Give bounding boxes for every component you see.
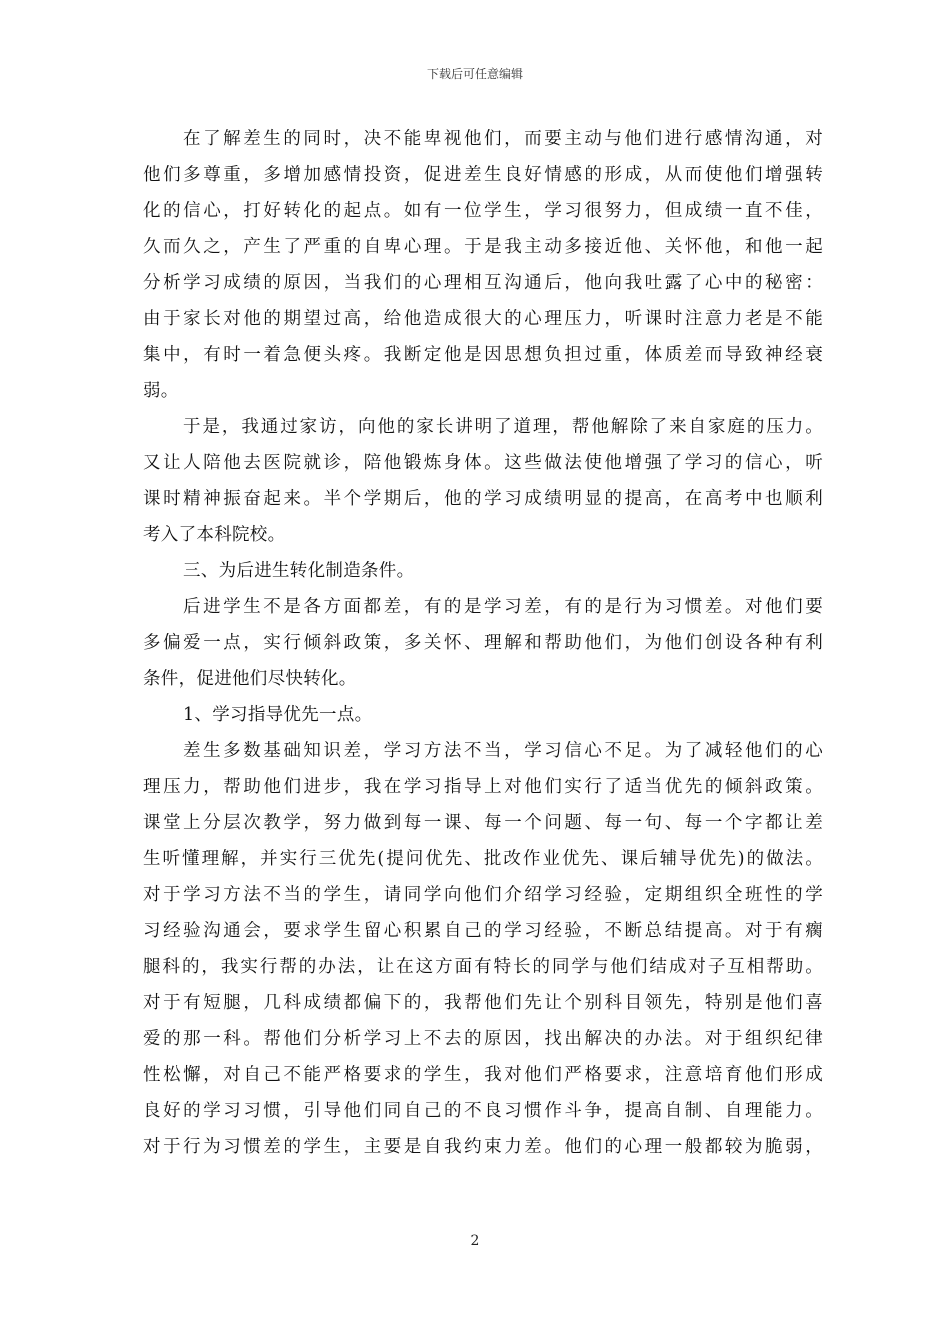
text-line: 对于有短腿，几科成绩都偏下的，我帮他们先让个别科目领先，特别是他们喜 (143, 993, 823, 1013)
text-line: 由于家长对他的期望过高，给他造成很大的心理压力，听课时注意力老是不能 (143, 309, 823, 329)
text-line: 三、为后进生转化制造条件。 (183, 561, 415, 581)
text-line: 爱的那一科。帮他们分析学习上不去的原因，找出解决的办法。对于组织纪律 (143, 1029, 823, 1049)
text-line: 弱。 (143, 381, 179, 401)
text-line: 课堂上分层次教学，努力做到每一课、每一个问题、每一句、每一个字都让差 (143, 813, 823, 833)
text-line: 分析学习成绩的原因，当我们的心理相互沟通后，他向我吐露了心中的秘密： (143, 273, 823, 293)
page-number: 2 (470, 1233, 480, 1249)
text-line: 生听懂理解，并实行三优先(提问优先、批改作业优先、课后辅导优先)的做法。 (143, 849, 823, 869)
text-line: 又让人陪他去医院就诊，陪他锻炼身体。这些做法使他增强了学习的信心，听 (143, 453, 823, 473)
text-line: 性松懈，对自己不能严格要求的学生，我对他们严格要求，注意培育他们形成 (143, 1065, 823, 1085)
page-header: 下载后可任意编辑 (426, 67, 523, 81)
text-line: 对于行为习惯差的学生，主要是自我约束力差。他们的心理一般都较为脆弱， (143, 1137, 823, 1157)
text-line: 在了解差生的同时，决不能卑视他们，而要主动与他们进行感情沟通，对 (183, 129, 823, 149)
text-line: 腿科的，我实行帮的办法，让在这方面有特长的同学与他们结成对子互相帮助。 (143, 957, 823, 977)
text-line: 差生多数基础知识差，学习方法不当，学习信心不足。为了减轻他们的心 (183, 741, 823, 761)
text-line: 久而久之，产生了严重的自卑心理。于是我主动多接近他、关怀他，和他一起 (143, 237, 823, 257)
text-line: 理压力，帮助他们进步，我在学习指导上对他们实行了适当优先的倾斜政策。 (143, 777, 823, 797)
document-body (143, 121, 823, 1165)
text-line: 对于学习方法不当的学生，请同学向他们介绍学习经验，定期组织全班性的学 (143, 885, 823, 905)
text-line: 1、学习指导优先一点。 (183, 705, 373, 725)
text-line: 集中，有时一着急便头疼。我断定他是因思想负担过重，体质差而导致神经衰 (143, 345, 823, 365)
text-line: 于是，我通过家访，向他的家长讲明了道理，帮他解除了来自家庭的压力。 (183, 417, 823, 437)
text-line: 化的信心，打好转化的起点。如有一位学生，学习很努力，但成绩一直不佳， (143, 201, 823, 221)
text-line: 考入了本科院校。 (143, 525, 286, 545)
text-line: 后进学生不是各方面都差，有的是学习差，有的是行为习惯差。对他们要 (183, 597, 823, 617)
text-line: 良好的学习习惯，引导他们同自己的不良习惯作斗争，提高自制、自理能力。 (143, 1101, 823, 1121)
text-line: 习经验沟通会，要求学生留心积累自己的学习经验，不断总结提高。对于有瘸 (143, 921, 823, 941)
text-line: 他们多尊重，多增加感情投资，促进差生良好情感的形成，从而使他们增强转 (143, 165, 823, 185)
text-line: 条件，促进他们尽快转化。 (143, 669, 357, 689)
text-line: 多偏爱一点，实行倾斜政策，多关怀、理解和帮助他们，为他们创设各种有利 (143, 633, 823, 653)
text-line: 课时精神振奋起来。半个学期后，他的学习成绩明显的提高，在高考中也顺利 (143, 489, 823, 509)
